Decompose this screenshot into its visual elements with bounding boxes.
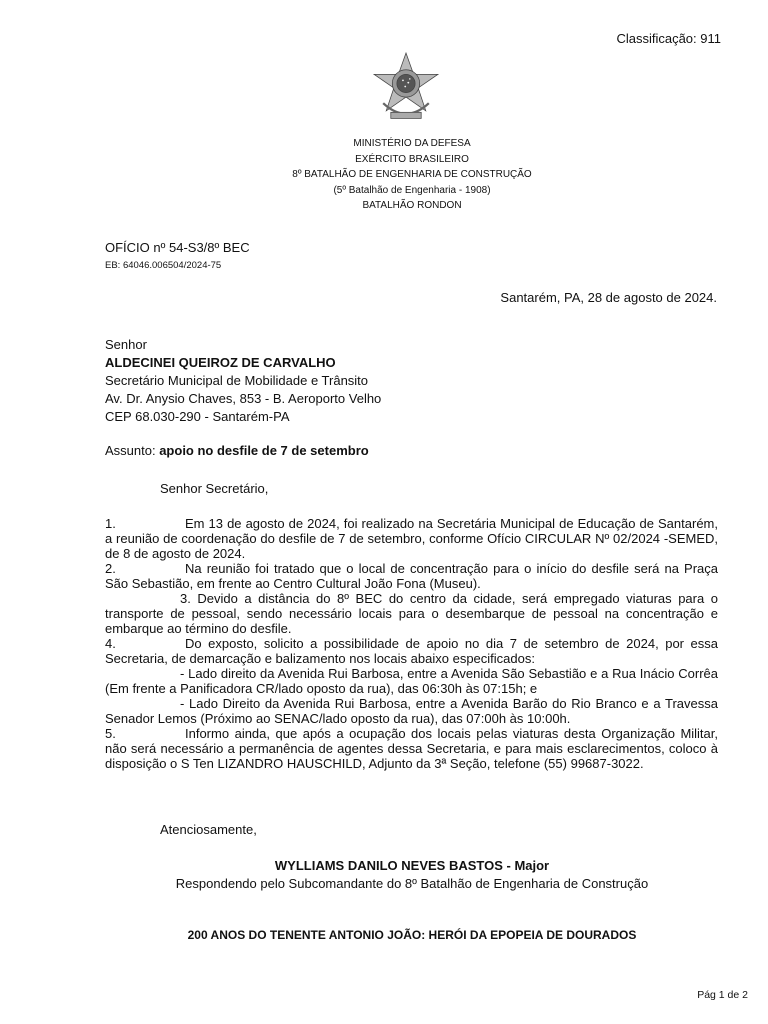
recipient-address: Av. Dr. Anysio Chaves, 853 - B. Aeroporto Velho: [105, 391, 382, 406]
paragraph-number: 2.: [105, 561, 116, 576]
coat-of-arms-icon: [368, 50, 444, 126]
recipient-block: [105, 336, 381, 426]
letterhead-battalion: 8º BATALHÃO DE ENGENHARIA DE CONSTRUÇÃO: [292, 169, 532, 180]
paragraph-text: Informo ainda, que após a ocupação dos locais pelas viaturas desta Organização Militar, não será necessário a permanência de agentes dessa Secretaria, e para mais esclarecimentos, coloco à disposição o S Ten LIZANDRO HAUSCHILD, Adjunto da 3ª Seção, telefone (55) 99687-3022.: [105, 726, 718, 771]
subject-text: apoio no desfile de 7 de setembro: [159, 443, 369, 458]
list-item: - Lado direito da Avenida Rui Barbosa, entre a Avenida São Sebastião e a Rua Inácio Corrêa (Em frente a Panificadora CR/lado oposto da rua), das 06:30h às 07:15h; e: [105, 666, 718, 696]
paragraph-number: 4.: [105, 636, 116, 651]
signatory-title: Respondendo pelo Subcomandante do 8º Batalhão de Engenharia de Construção: [175, 876, 649, 891]
document-number: OFÍCIO nº 54-S3/8º BEC: [105, 240, 250, 255]
closing: Atenciosamente,: [160, 822, 257, 837]
footer-motto: 200 ANOS DO TENENTE ANTONIO JOÃO: HERÓI DA EPOPEIA DE DOURADOS: [187, 928, 637, 942]
paragraph-text: Em 13 de agosto de 2024, foi realizado na Secretária Municipal de Educação de Santarém, a reunião de coordenação do desfile de 7 de setembro, conforme Ofício CIRCULAR Nº 02/2024 -SEMED, de 8 de agosto de 2024.: [105, 516, 718, 561]
letterhead-history: (5º Batalhão de Engenharia - 1908): [333, 184, 491, 196]
paragraph-number: 1.: [105, 516, 116, 531]
paragraph-2: [105, 561, 718, 591]
letter-body: [105, 516, 718, 771]
paragraph-1: [105, 516, 718, 561]
recipient-name: ALDECINEI QUEIROZ DE CARVALHO: [105, 355, 336, 370]
document-date: Santarém, PA, 28 de agosto de 2024.: [500, 290, 717, 305]
signature-block: [0, 857, 768, 893]
protocol-number: EB: 64046.006504/2024-75: [105, 260, 222, 271]
list-item: - Lado Direito da Avenida Rui Barbosa, entre a Avenida Barão do Rio Branco e a Travessa Senador Lemos (Próximo ao SENAC/lado oposto da rua), das 07:00h às 10:00h.: [105, 696, 718, 726]
paragraph-number: 5.: [105, 726, 116, 741]
recipient-role: Secretário Municipal de Mobilidade e Trânsito: [105, 373, 369, 388]
paragraph-text: Do exposto, solicito a possibilidade de apoio no dia 7 de setembro de 2024, por essa Secretaria, de demarcação e balizamento nos locais abaixo especificados:: [105, 636, 718, 666]
classification-label: Classificação: 911: [616, 31, 721, 46]
paragraph-3: 3. Devido a distância do 8º BEC do centro da cidade, será empregado viaturas para o transporte de pessoal, sendo necessário locais para o desembarque de pessoal na concentração e embarque ao término do desfile.: [105, 591, 718, 636]
letterhead-nickname: BATALHÃO RONDON: [362, 200, 462, 211]
paragraph-5: [105, 726, 718, 771]
subject-line: [105, 443, 369, 458]
greeting: Senhor Secretário,: [160, 481, 269, 496]
letterhead: [0, 136, 768, 214]
recipient-cep: CEP 68.030-290 - Santarém-PA: [105, 409, 290, 424]
page-number: Pág 1 de 2: [697, 989, 748, 1001]
subject-label: Assunto:: [105, 443, 160, 458]
letterhead-army: EXÉRCITO BRASILEIRO: [355, 153, 469, 165]
paragraph-4: [105, 636, 718, 666]
letterhead-ministry: MINISTÉRIO DA DEFESA: [353, 138, 471, 149]
signatory-name: WYLLIAMS DANILO NEVES BASTOS - Major: [274, 858, 550, 873]
recipient-salutation: Senhor: [105, 337, 147, 352]
paragraph-text: Na reunião foi tratado que o local de concentração para o início do desfile será na Praça São Sebastião, em frente ao Centro Cultural João Fona (Museu).: [105, 561, 718, 591]
